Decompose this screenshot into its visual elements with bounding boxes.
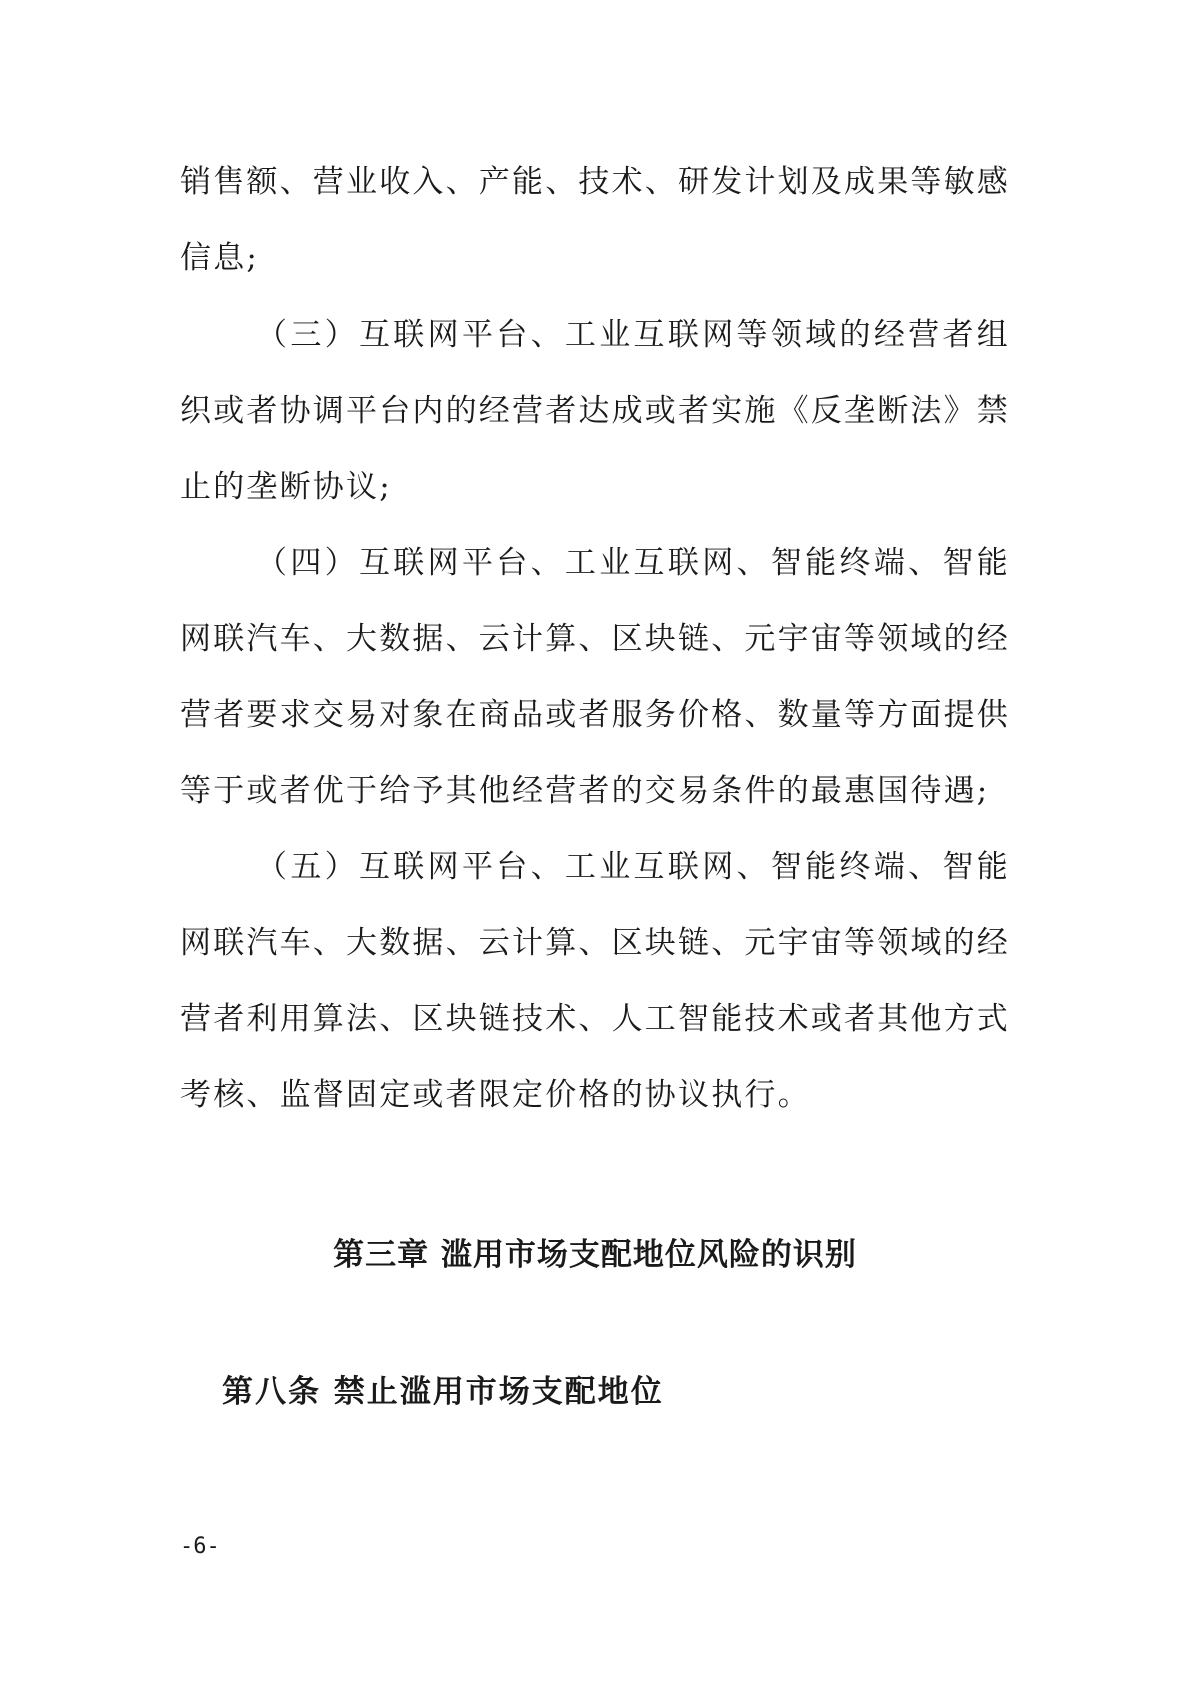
chapter-heading: 第三章 滥用市场支配地位风险的识别 bbox=[333, 1237, 857, 1273]
article-heading: 第八条 禁止滥用市场支配地位 bbox=[222, 1374, 664, 1410]
page-number: -6- bbox=[180, 1534, 220, 1559]
paragraph-item-five: （五）互联网平台、工业互联网、智能终端、智能网联汽车、大数据、云计算、区块链、元宇宙等领域的经营者利用算法、区块链技术、人工智能技术或者其他方式考核、监督固定或者限定价格的协议执行。 bbox=[180, 849, 1010, 1113]
paragraph-item-three: （三）互联网平台、工业互联网等领域的经营者组织或者协调平台内的经营者达成或者实施《反垄断法》禁止的垄断协议; bbox=[180, 317, 1010, 505]
paragraph-continuation: 销售额、营业收入、产能、技术、研发计划及成果等敏感信息; bbox=[180, 164, 1010, 276]
paragraph-item-four: （四）互联网平台、工业互联网、智能终端、智能网联汽车、大数据、云计算、区块链、元宇宙等领域的经营者要求交易对象在商品或者服务价格、数量等方面提供等于或者优于给予其他经营者的交易条件的最惠国待遇; bbox=[180, 545, 1010, 809]
